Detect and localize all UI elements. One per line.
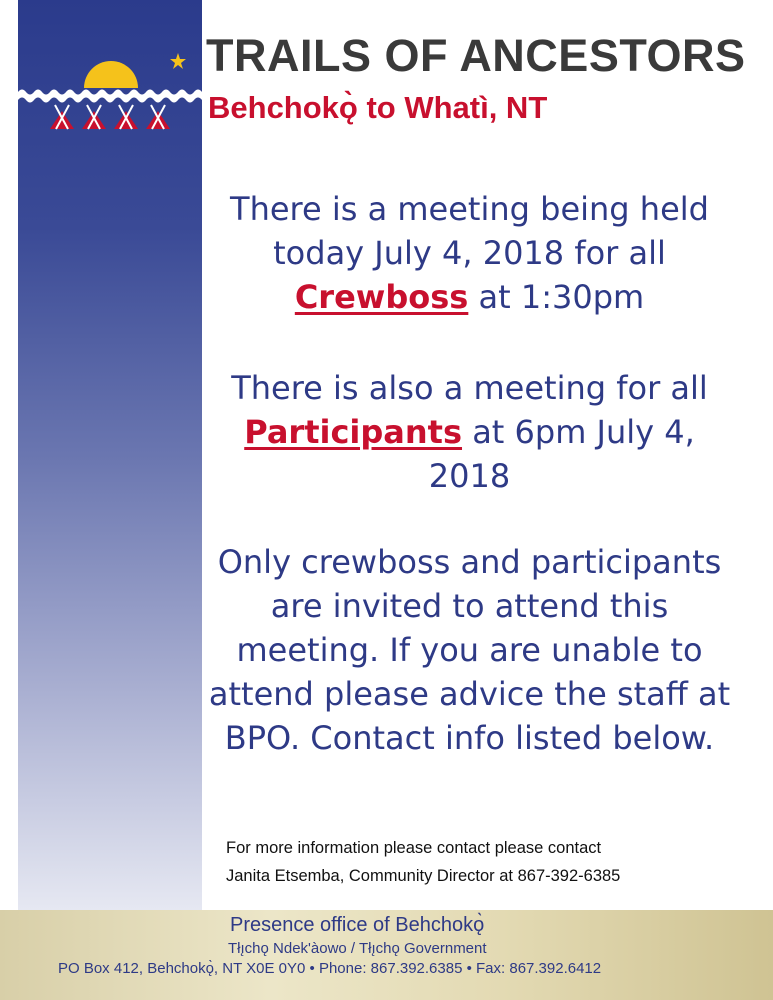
crewboss-meeting-notice [206,187,733,319]
para2-text-post: at 6pm July 4, 2018 [428,413,695,495]
para1-text-pre: There is a meeting being held today July 4, 2018 for all [230,190,709,272]
contact-line-2: Janita Etsemba, Community Director at 867-392-6385 [226,867,621,885]
contact-info [226,834,746,890]
footer-government: Tłı̨chǫ Ndek'àowo / Tłı̨chǫ Government [228,940,487,957]
attendance-notice: Only crewboss and participants are invited to attend this meeting. If you are unable to attend please advice the staff at BPO. Contact info listed below. [208,543,731,757]
page-subtitle: Behchokǫ̀ to Whatì, NT [208,90,548,125]
star-icon [170,53,186,69]
crewboss-highlight: Crewboss [294,278,469,316]
para1-text-post: at 1:30pm [468,278,645,316]
participants-meeting-notice [206,366,733,498]
footer-address: PO Box 412, Behchokǫ̀, NT X0E 0Y0 • Phone: 867.392.6385 • Fax: 867.392.6412 [58,960,602,977]
page-title: TRAILS OF ANCESTORS [206,30,746,81]
footer-office-name: Presence office of Behchokǫ̀ [230,914,485,936]
wave-line [18,90,202,103]
tipi-icon [50,105,170,129]
participants-highlight: Participants [244,413,463,451]
sun-icon [84,61,138,88]
emblem [18,40,202,150]
contact-line-1: For more information please contact please contact [226,839,602,857]
para2-text-pre: There is also a meeting for all [231,369,708,407]
